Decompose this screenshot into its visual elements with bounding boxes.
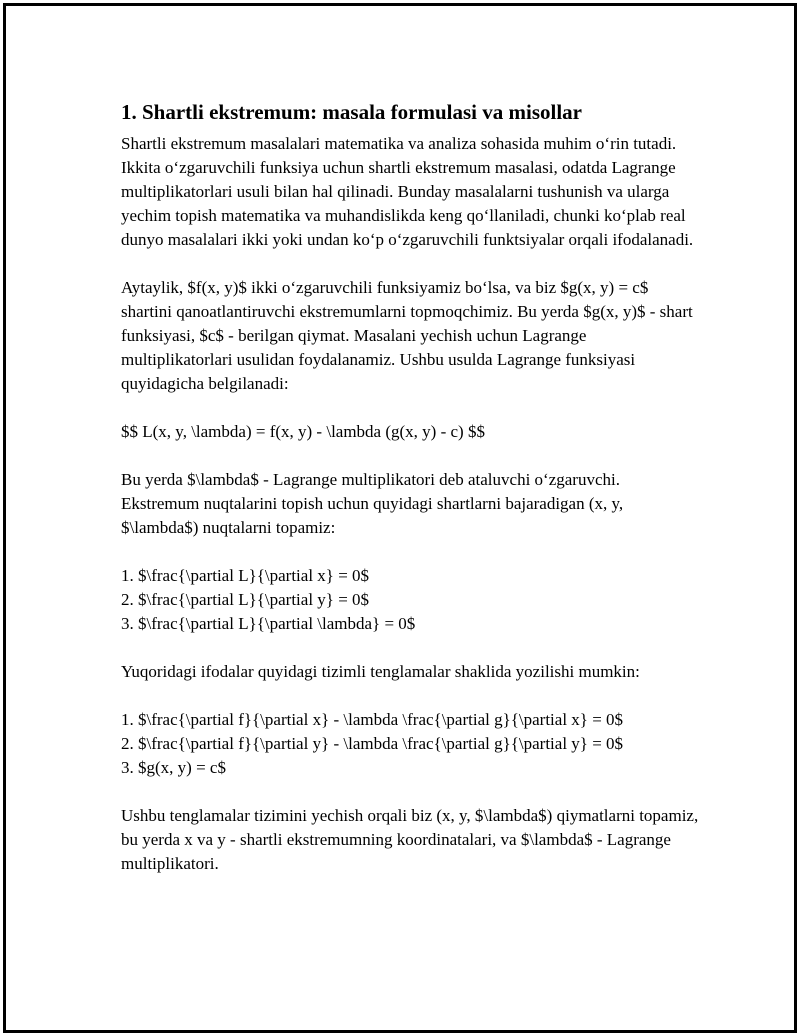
system-list xyxy=(121,708,701,780)
paragraph-system-intro: Yuqoridagi ifodalar quyidagi tizimli tenglamalar shaklida yozilishi mumkin: xyxy=(121,662,640,681)
list-item: 3. $g(x, y) = c$ xyxy=(121,758,226,777)
paragraph-conclusion: Ushbu tenglamalar tizimini yechish orqali biz (x, y, $\lambda$) qiymatlarni topamiz, bu yerda x va y - shartli ekstremumning koordinatalari, va $\lambda$ - Lagrange multiplikatori. xyxy=(121,806,699,873)
paragraph-lambda: Bu yerda $\lambda$ - Lagrange multiplikatori deb ataluvchi o‘zgaruvchi. Ekstremum nuqtalarini topish uchun quyidagi shartlarni bajaradigan (x, y, $\lambda$) nuqtalarni topamiz: xyxy=(121,470,624,537)
lagrange-formula: $$ L(x, y, \lambda) = f(x, y) - \lambda (g(x, y) - c) $$ xyxy=(121,422,485,441)
conditions-list xyxy=(121,564,701,636)
list-item: 2. $\frac{\partial L}{\partial y} = 0$ xyxy=(121,590,370,609)
list-item: 1. $\frac{\partial f}{\partial x} - \lambda \frac{\partial g}{\partial x} = 0$ xyxy=(121,710,624,729)
list-item: 3. $\frac{\partial L}{\partial \lambda} = 0$ xyxy=(121,614,416,633)
paragraph-setup: Aytaylik, $f(x, y)$ ikki o‘zgaruvchili funksiyamiz bo‘lsa, va biz $g(x, y) = c$ shartini qanoatlantiruvchi ekstremumlarni topmoqchimiz. Bu yerda $g(x, y)$ - shart funksiyasi, $c$ - berilgan qiymat. Masalani yechish uchun Lagrange multiplikatorlari usulidan foydalanamiz. Ushbu usulda Lagrange funksiyasi quyidagicha belgilanadi: xyxy=(121,278,693,393)
page-frame xyxy=(3,3,797,1033)
list-item: 2. $\frac{\partial f}{\partial y} - \lambda \frac{\partial g}{\partial y} = 0$ xyxy=(121,734,624,753)
paragraph-intro: Shartli ekstremum masalalari matematika va analiza sohasida muhim o‘rin tutadi. Ikkita o‘zgaruvchili funksiya uchun shartli ekstremum masalasi, odatda Lagrange multiplikatorlari usuli bilan hal qilinadi. Bunday masalalarni tushunish va ularga yechim topish matematika va muhandislikda keng qo‘llaniladi, chunki ko‘plab real dunyo masalalari ikki yoki undan ko‘p o‘zgaruvchili funktsiyalar orqali ifodalanadi. xyxy=(121,134,694,249)
list-item: 1. $\frac{\partial L}{\partial x} = 0$ xyxy=(121,566,370,585)
document-body xyxy=(121,96,701,900)
document-title: 1. Shartli ekstremum: masala formulasi va misollar xyxy=(121,100,582,124)
